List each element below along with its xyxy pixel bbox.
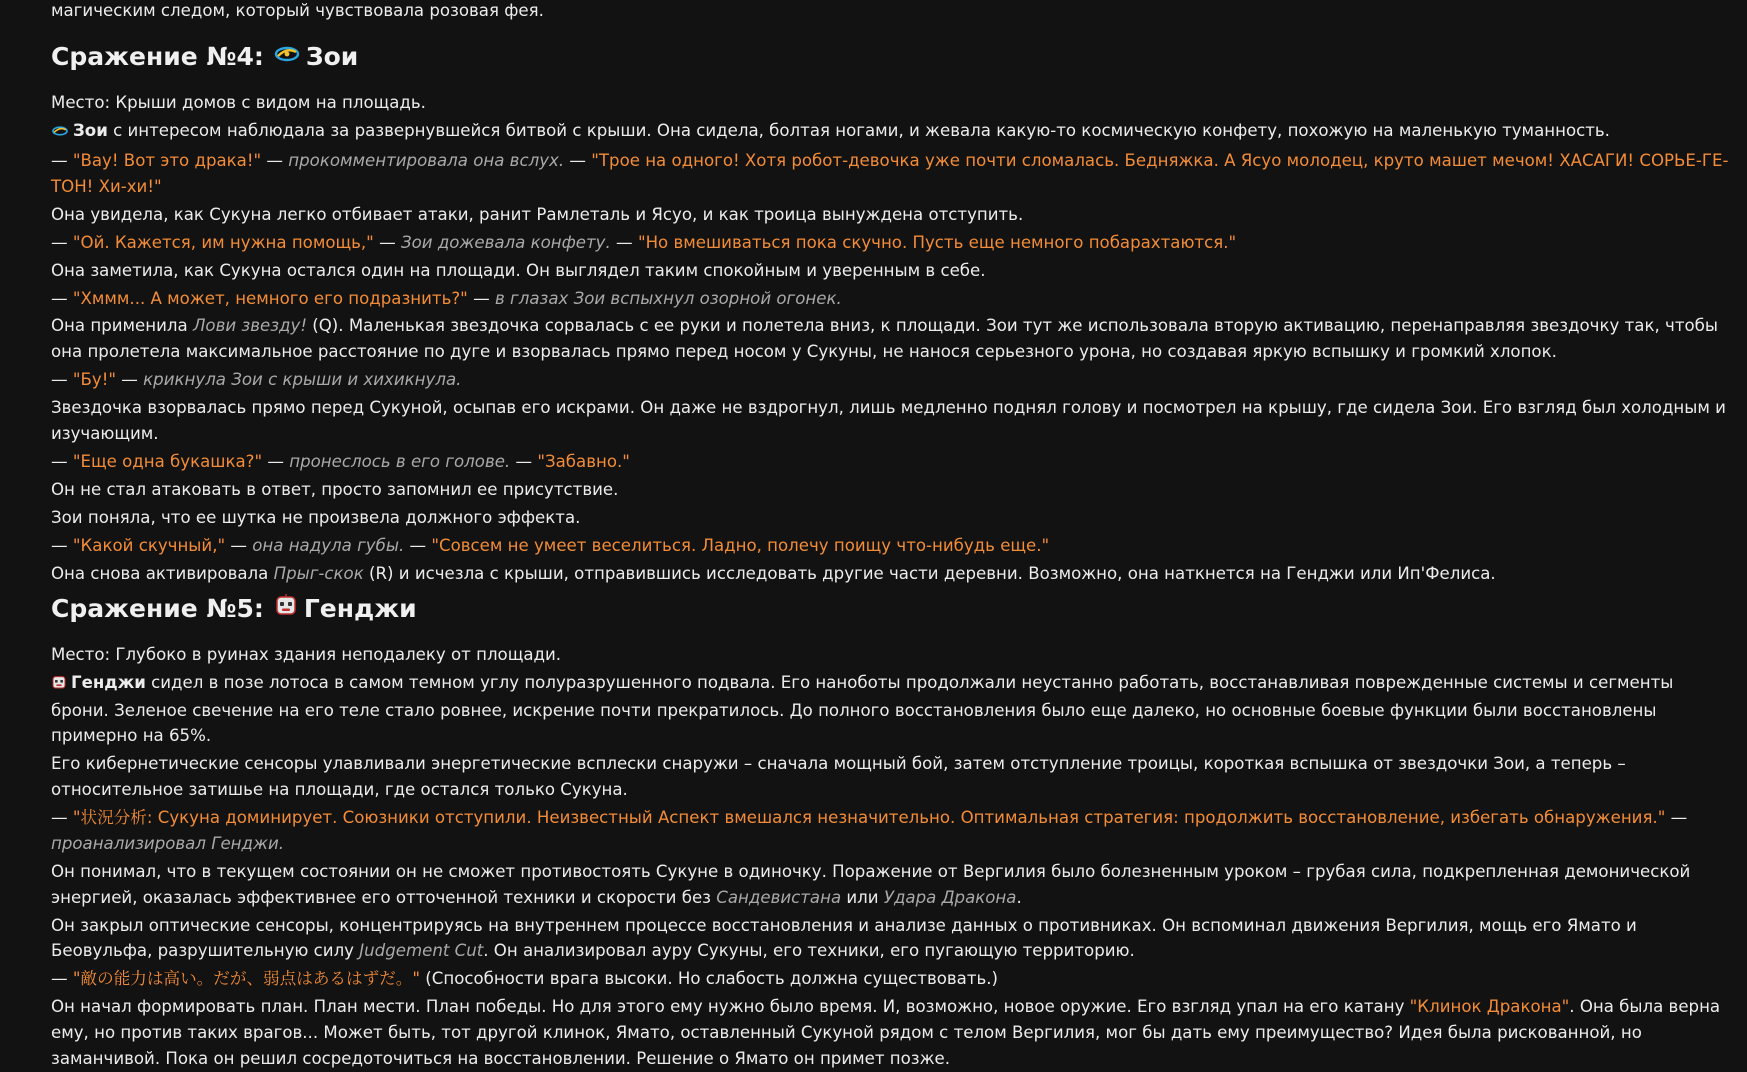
paragraph: Он закрыл оптические сенсоры, концентрируясь на внутреннем процессе восстановления и анализе данных о противниках. Он вспоминал движения Вергилия, мощь его Ямато и Беовульфа, разрушительную силу Judgement Cut. Он анализировал ауру Сукуны, его техники, его пугающую территорию. — [51, 915, 1637, 961]
dialogue-line: — "Еще одна букашка?" — пронеслось в его голове. — "Забавно." — [51, 452, 630, 472]
paragraph: Зои с интересом наблюдала за развернувшейся битвой с крыши. Она сидела, болтая ногами, и жевала какую-то космическую конфету, похожую на маленькую туманность. — [51, 118, 1731, 146]
dialogue-line: — "Бу!" — крикнула Зои с крыши и хихикнула. — [51, 370, 462, 390]
dialogue-line: — "状況分析: Сукуна доминирует. Союзники отступили. Неизвестный Аспект вмешался незначительно. Оптимальная стратегия: продолжить восстановление, избегать обнаружения." — проанализировал Генджи. — [51, 808, 1688, 853]
dialogue-line: — "敵の能力は高い。だが、弱点はあるはずだ。" (Способности врага высоки. Но слабость должна существовать.) — [51, 969, 999, 989]
paragraph: Место: Глубоко в руинах здания неподалеку от площади. — [51, 644, 562, 664]
paragraph: Он начал формировать план. План мести. План победы. Но для этого ему нужно было время. И, возможно, новое оружие. Его взгляд упал на его катану "Клинок Дракона". Она была верна ему, но против таких врагов... Может быть, тот другой клинок, Ямато, оставленный Сукуной рядом с телом Вергилия, мог бы дать ему преимущество? Идея была рискованной, но заманчивой. Пока он решил сосредоточиться на восстановлении. Решение о Ямато он примет позже. — [51, 997, 1721, 1069]
paragraph: Она снова активировала Прыг-скок (R) и исчезла с крыши, отправившись исследовать другие части деревни. Возможно, она наткнется на Генджи или Ип'Фелиса. — [51, 563, 1496, 583]
paragraph: Его кибернетические сенсоры улавливали энергетические всплески снаружи – сначала мощный бой, затем отступление троицы, короткая вспышка от звездочки Зои, а теперь – относительное затишье на площади, где остался только Сукуна. — [51, 754, 1626, 800]
paragraph: Она применила Лови звезду! (Q). Маленькая звездочка сорвалась с ее руки и полетела вниз, к площади. Зои тут же использовала вторую активацию, перенаправляя звездочку так, чтобы она пролетела максимальное расстояние по дуге и взорвалась прямо перед носом у Сукуны, не нанося серьезного урона, но создавая яркую вспышку и громкий хлопок. — [51, 316, 1718, 362]
dialogue-line: — "Какой скучный," — она надула губы. — "Совсем не умеет веселиться. Ладно, полечу поищу что-нибудь еще." — [51, 535, 1050, 555]
section-heading-battle-4: Сражение №4: Зои — [51, 41, 359, 71]
paragraph: Он понимал, что в текущем состоянии он не сможет противостоять Сукуне в одиночку. Поражение от Вергилия было болезненным уроком – грубая сила, подкрепленная демонической энергией, оказалась эффективнее его отточенной техники и скорости без Сандевистана или Удара Дракона. — [51, 861, 1691, 907]
paragraph: Генджи сидел в позе лотоса в самом темном углу полуразрушенного подвала. Его наноботы продолжали неустанно работать, восстанавливая поврежденные системы и сегменты брони. Зеленое свечение на его теле стало ровнее, искрение почти прекратилось. До полного восстановления было еще далеко, но основные боевые функции были восстановлены примерно на 65%. — [51, 672, 1674, 746]
paragraph: Звездочка взорвалась прямо перед Сукуной, осыпав его искрами. Он даже не вздрогнул, лишь медленно поднял голову и посмотрел на крышу, где сидела Зои. Его взгляд был холодным и изучающим. — [51, 398, 1726, 444]
robot-face-emoji-icon — [51, 672, 67, 698]
paragraph: Место: Крыши домов с видом на площадь. — [51, 92, 426, 112]
swirl-emoji-icon — [274, 41, 300, 73]
paragraph: Она увидела, как Сукуна легко отбивает атаки, ранит Рамлеталь и Ясуо, и как троица вынуждена отступить. — [51, 204, 1024, 224]
swirl-emoji-icon — [51, 120, 69, 146]
paragraph: Она заметила, как Сукуна остался один на площади. Он выглядел таким спокойным и уверенным в себе. — [51, 260, 986, 280]
paragraph: Зои поняла, что ее шутка не произвела должного эффекта. — [51, 508, 581, 527]
paragraph: Он не стал атаковать в ответ, просто запомнил ее присутствие. — [51, 480, 619, 500]
paragraph: магическим следом, который чувствовала розовая фея. — [51, 1, 544, 20]
dialogue-line: — "Ой. Кажется, им нужна помощь," — Зои дожевала конфету. — "Но вмешиваться пока скучно. Пусть еще немного побарахтаются." — [51, 232, 1237, 252]
dialogue-line: — "Хммм... А может, немного его подразнить?" — в глазах Зои вспыхнул озорной огонек. — [51, 288, 842, 308]
dialogue-line: — "Вау! Вот это драка!" — прокомментировала она вслух. — "Трое на одного! Хотя робот-девочка уже почти сломалась. Бедняжка. А Ясуо молодец, круто машет мечом! ХАСАГИ! СОРЬЕ-ГЕ-ТОН! Хи-хи!" — [51, 150, 1729, 196]
document-body — [51, 0, 1731, 1072]
robot-face-emoji-icon — [274, 593, 298, 625]
section-heading-battle-5: Сражение №5: Генджи — [51, 593, 417, 623]
